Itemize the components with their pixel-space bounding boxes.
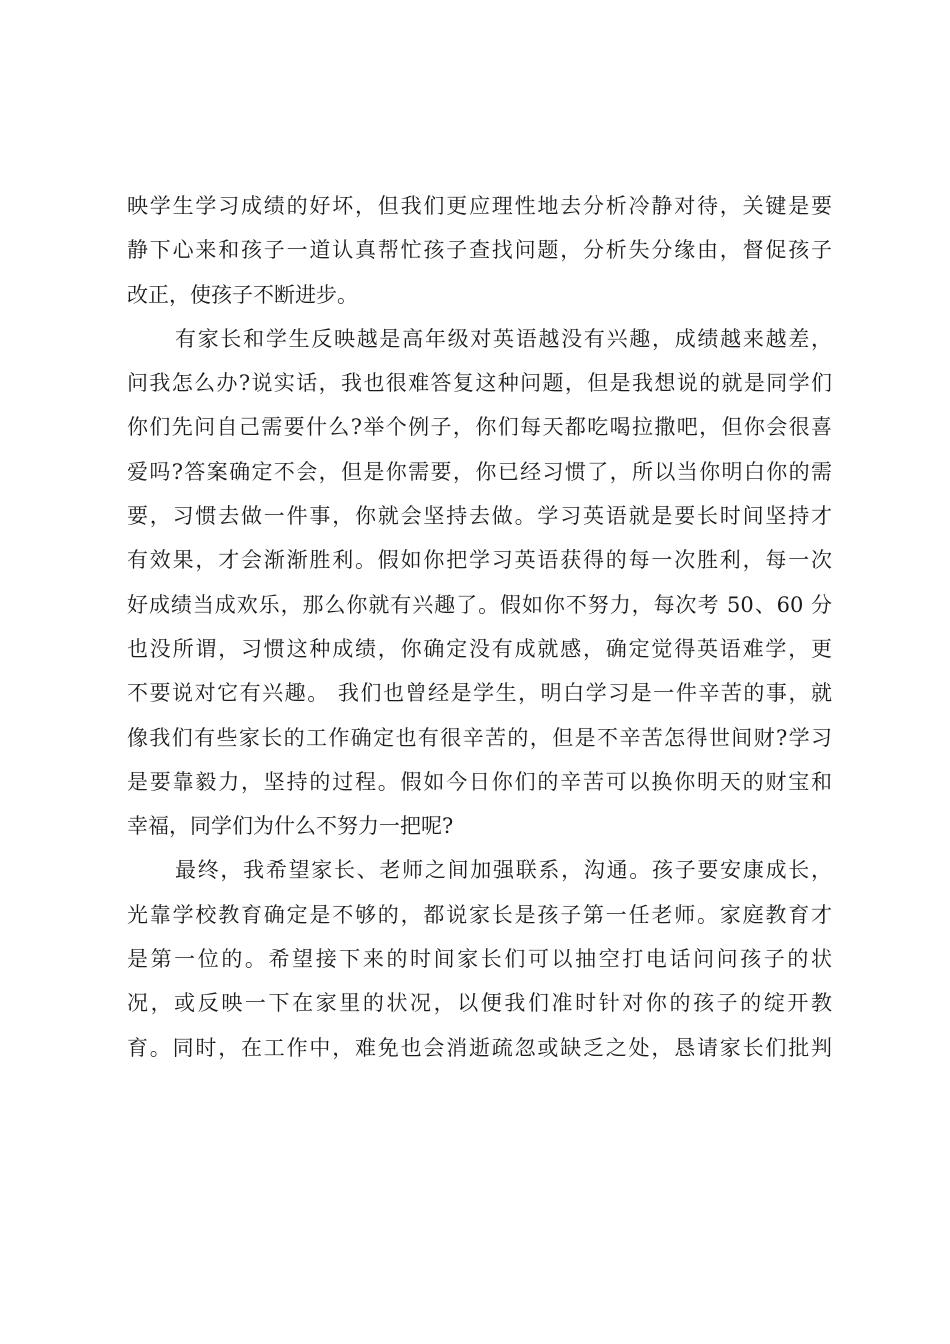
text-line: 改正，使孩子不断进步。 xyxy=(127,282,358,307)
text-line: 问我怎么办?说实话，我也很难答复这种问题，但是我想说的就是同学们 xyxy=(127,371,832,396)
text-line: 光靠学校教育确定是不够的，都说家长是孩子第一任老师。家庭教育才 xyxy=(127,902,832,927)
text-line: 是第一位的。希望接下来的时间家长们可以抽空打电话问问孩子的状 xyxy=(127,947,832,972)
text-line: 况，或反映一下在家里的状况，以便我们准时针对你的孩子的绽开教 xyxy=(127,991,832,1016)
body-text xyxy=(127,184,832,1070)
text-line: 有效果，才会渐渐胜利。假如你把学习英语获得的每一次胜利，每一次 xyxy=(127,548,832,573)
text-line: 像我们有些家长的工作确定也有很辛苦的，但是不辛苦怎得世间财?学习 xyxy=(127,725,832,750)
text-line: 是要靠毅力，坚持的过程。假如今日你们的辛苦可以换你明天的财宝和 xyxy=(127,769,832,794)
text-line: 好成绩当成欢乐，那么你就有兴趣了。假如你不努力，每次考 50、60 分 xyxy=(127,592,832,617)
text-line: 不要说对它有兴趣。 我们也曾经是学生，明白学习是一件辛苦的事，就 xyxy=(127,681,832,706)
text-line: 你们先问自己需要什么?举个例子，你们每天都吃喝拉撒吧，但你会很喜 xyxy=(127,415,832,440)
text-line: 幸福，同学们为什么不努力一把呢? xyxy=(127,814,454,839)
text-line: 爱吗?答案确定不会，但是你需要，你已经习惯了，所以当你明白你的需 xyxy=(127,459,832,484)
text-line: 静下心来和孩子一道认真帮忙孩子查找问题，分析失分缘由，督促孩子 xyxy=(127,238,832,263)
paragraph-start-line: 有家长和学生反映越是高年级对英语越没有兴趣，成绩越来越差， xyxy=(175,326,832,351)
text-line: 要，习惯去做一件事，你就会坚持去做。学习英语就是要长时间坚持才 xyxy=(127,504,832,529)
text-line: 也没所谓，习惯这种成绩，你确定没有成就感，确定觉得英语难学，更 xyxy=(127,636,832,661)
paragraph-start-line: 最终，我希望家长、老师之间加强联系，沟通。孩子要安康成长， xyxy=(175,858,832,883)
text-line: 育。同时，在工作中，难免也会消逝疏忽或缺乏之处，恳请家长们批判 xyxy=(127,1035,832,1060)
text-line: 映学生学习成绩的好坏，但我们更应理性地去分析冷静对待，关键是要 xyxy=(127,194,832,218)
